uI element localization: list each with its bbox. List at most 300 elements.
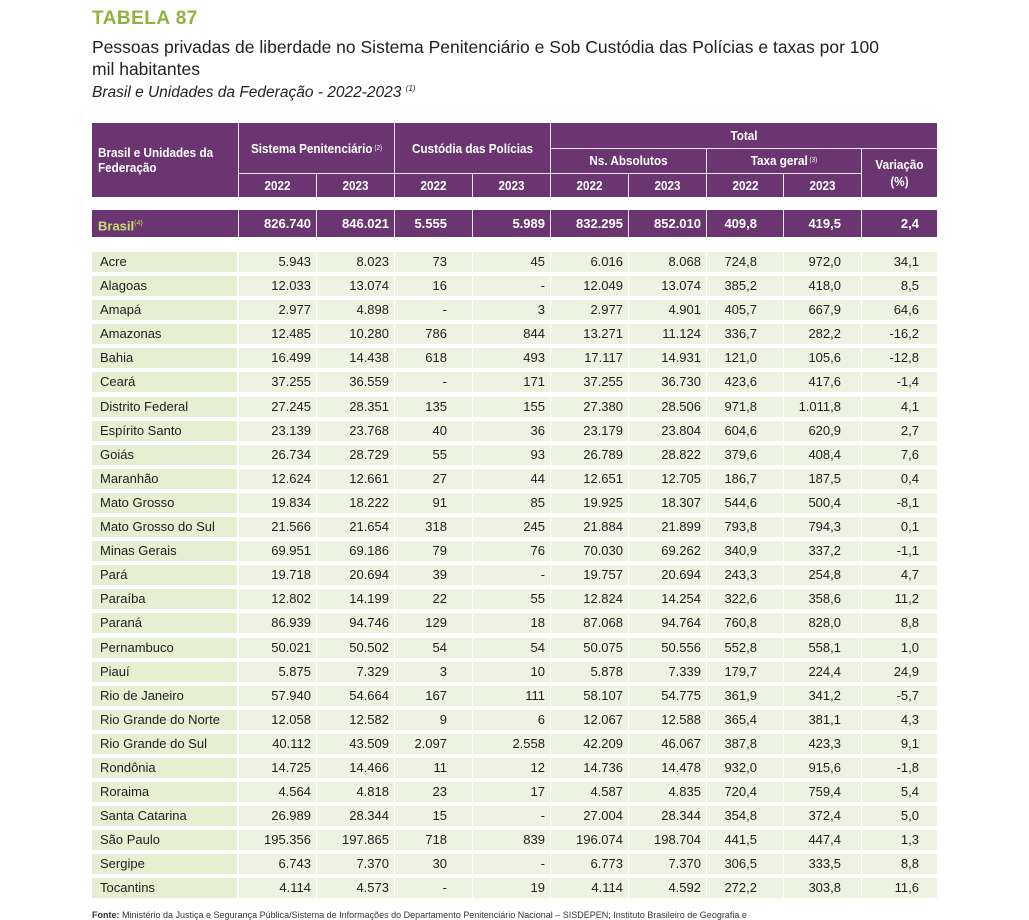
row-divider bbox=[706, 517, 707, 537]
table-cell: 40.112 bbox=[272, 735, 311, 751]
row-divider bbox=[861, 589, 862, 609]
row-region-name: Sergipe bbox=[100, 856, 145, 872]
row-divider bbox=[783, 348, 784, 368]
table-cell: 793,8 bbox=[724, 519, 757, 535]
table-cell: 40 bbox=[432, 422, 447, 438]
table-cell: 12.824 bbox=[583, 591, 623, 607]
table-cell: -16,2 bbox=[889, 326, 919, 342]
header-divider bbox=[783, 173, 784, 197]
table-cell: 121,0 bbox=[724, 350, 757, 366]
row-divider bbox=[394, 541, 395, 561]
brasil-divider bbox=[238, 210, 239, 237]
table-cell: 19.925 bbox=[583, 494, 623, 510]
subtitle-footnote-marker: (1) bbox=[405, 84, 416, 93]
table-cell: 23 bbox=[432, 784, 447, 800]
table-cell: 759,4 bbox=[808, 784, 841, 800]
row-divider bbox=[316, 397, 317, 417]
row-divider bbox=[394, 517, 395, 537]
row-divider bbox=[550, 445, 551, 465]
table-cell: 7.329 bbox=[356, 663, 389, 679]
table-cell: 85 bbox=[530, 494, 545, 510]
row-divider bbox=[316, 348, 317, 368]
table-cell: 37.255 bbox=[271, 374, 311, 390]
row-divider bbox=[706, 758, 707, 778]
table-cell: 28.351 bbox=[349, 398, 389, 414]
row-divider bbox=[316, 613, 317, 633]
table-cell: 17 bbox=[530, 784, 545, 800]
table-cell: 604,6 bbox=[724, 422, 757, 438]
table-row bbox=[92, 563, 937, 587]
row-divider bbox=[861, 806, 862, 826]
table-cell: 36.559 bbox=[349, 374, 389, 390]
table-cell: 17.117 bbox=[584, 350, 623, 366]
row-divider bbox=[861, 734, 862, 754]
table-row bbox=[92, 467, 937, 491]
table-cell: 26.789 bbox=[583, 446, 623, 462]
table-cell: - bbox=[442, 880, 447, 896]
table-cell: 11,6 bbox=[894, 880, 919, 896]
row-divider bbox=[628, 372, 629, 392]
row-divider bbox=[706, 589, 707, 609]
table-cell: 4.898 bbox=[356, 302, 389, 318]
row-divider bbox=[394, 493, 395, 513]
header-variacao-label: Variação bbox=[875, 156, 924, 172]
row-divider bbox=[316, 541, 317, 561]
table-cell: 10.280 bbox=[349, 326, 389, 342]
table-row bbox=[92, 708, 937, 732]
table-cell: 179,7 bbox=[724, 663, 757, 679]
row-divider bbox=[394, 565, 395, 585]
table-cell: 12.661 bbox=[349, 470, 389, 486]
row-divider bbox=[861, 397, 862, 417]
row-divider bbox=[394, 806, 395, 826]
table-cell: 418,0 bbox=[808, 278, 841, 294]
brasil-divider bbox=[628, 210, 629, 237]
row-region-name: Roraima bbox=[100, 784, 150, 800]
header-divider bbox=[550, 123, 551, 197]
brasil-cell: 852.010 bbox=[654, 216, 701, 231]
table-cell: 12.802 bbox=[271, 591, 311, 607]
table-cell: 306,5 bbox=[724, 856, 757, 872]
table-row bbox=[92, 370, 937, 394]
state-rows bbox=[92, 250, 937, 901]
table-cell: 69.262 bbox=[661, 543, 701, 559]
table-cell: 21.899 bbox=[661, 519, 701, 535]
table-cell: 171 bbox=[523, 374, 545, 390]
table-cell: 3 bbox=[537, 302, 545, 318]
header-variacao bbox=[866, 148, 934, 197]
table-row bbox=[92, 828, 937, 852]
row-divider bbox=[550, 541, 551, 561]
row-divider bbox=[394, 300, 395, 320]
brasil-cell: 5.989 bbox=[512, 216, 545, 231]
table-cell: 28.344 bbox=[349, 808, 389, 824]
header-absolutos bbox=[559, 148, 699, 173]
table-cell: 6.743 bbox=[278, 856, 311, 872]
row-divider bbox=[628, 469, 629, 489]
row-divider bbox=[550, 493, 551, 513]
table-cell: 4.564 bbox=[278, 784, 311, 800]
table-cell: 441,5 bbox=[724, 832, 757, 848]
row-divider bbox=[706, 348, 707, 368]
table-cell: 4.114 bbox=[279, 880, 311, 896]
table-cell: 11 bbox=[433, 759, 447, 775]
table-cell: 19.757 bbox=[583, 567, 623, 583]
table-cell: 93 bbox=[530, 446, 545, 462]
table-cell: 724,8 bbox=[724, 254, 757, 269]
table-cell: 18.307 bbox=[661, 494, 701, 510]
table-cell: -1,4 bbox=[896, 374, 919, 390]
table-cell: 27.004 bbox=[583, 808, 623, 824]
row-divider bbox=[550, 734, 551, 754]
brasil-row-name bbox=[98, 210, 234, 237]
table-cell: 39 bbox=[432, 567, 447, 583]
table-cell: - bbox=[540, 856, 545, 872]
table-cell: 4.592 bbox=[668, 880, 701, 896]
row-divider bbox=[861, 854, 862, 874]
table-cell: 4.114 bbox=[591, 880, 623, 896]
table-cell: 19.718 bbox=[271, 567, 311, 583]
table-cell: 379,6 bbox=[724, 446, 757, 462]
row-divider bbox=[550, 589, 551, 609]
row-divider bbox=[706, 782, 707, 802]
row-divider bbox=[472, 372, 473, 392]
table-cell: 4.587 bbox=[590, 784, 623, 800]
header-year: 2023 bbox=[342, 177, 369, 193]
brasil-divider bbox=[394, 210, 395, 237]
row-divider bbox=[550, 878, 551, 898]
row-divider bbox=[783, 589, 784, 609]
row-divider bbox=[861, 517, 862, 537]
table-cell: 4,7 bbox=[900, 567, 919, 583]
table-cell: 12.067 bbox=[583, 711, 623, 727]
table-cell: 5,4 bbox=[900, 784, 919, 800]
row-divider bbox=[706, 469, 707, 489]
brasil-divider bbox=[783, 210, 784, 237]
table-cell: - bbox=[442, 302, 447, 318]
row-divider bbox=[472, 469, 473, 489]
table-cell: 105,6 bbox=[808, 350, 841, 366]
table-cell: 2.097 bbox=[414, 735, 447, 751]
header-divider bbox=[861, 148, 862, 197]
row-divider bbox=[783, 469, 784, 489]
table-row bbox=[92, 732, 937, 756]
table-header bbox=[92, 123, 937, 197]
row-region-name: Minas Gerais bbox=[100, 543, 177, 559]
table-row bbox=[92, 346, 937, 370]
row-divider bbox=[861, 493, 862, 513]
row-divider bbox=[316, 324, 317, 344]
row-region-name: Amazonas bbox=[100, 326, 162, 342]
row-divider bbox=[628, 854, 629, 874]
table-cell: 18 bbox=[530, 615, 545, 631]
row-region-name: Mato Grosso bbox=[100, 494, 175, 510]
table-cell: 358,6 bbox=[808, 591, 841, 607]
table-cell: 12.624 bbox=[271, 470, 311, 486]
row-divider bbox=[550, 686, 551, 706]
row-divider bbox=[706, 324, 707, 344]
table-cell: 2,7 bbox=[900, 422, 919, 438]
row-divider bbox=[861, 541, 862, 561]
row-divider bbox=[394, 686, 395, 706]
table-cell: 3 bbox=[439, 663, 447, 679]
table-cell: 7.370 bbox=[668, 856, 701, 872]
table-cell: 365,4 bbox=[724, 711, 757, 727]
table-cell: 50.075 bbox=[583, 639, 623, 655]
row-divider bbox=[861, 565, 862, 585]
table-cell: 135 bbox=[425, 398, 447, 414]
table-cell: 20.694 bbox=[349, 567, 389, 583]
header-sistema-label: Sistema Penitenciário bbox=[250, 140, 373, 156]
table-cell: 24,9 bbox=[893, 663, 919, 679]
row-divider bbox=[783, 662, 784, 682]
table-cell: 21.884 bbox=[583, 519, 623, 535]
header-taxa bbox=[715, 148, 854, 173]
table-title: Pessoas privadas de liberdade no Sistema Penitenciário e Sob Custódia das Polícias e taxas por 100 mil habitantes bbox=[92, 37, 879, 79]
row-divider bbox=[783, 324, 784, 344]
table-cell: 186,7 bbox=[724, 470, 757, 486]
row-region-name: Pernambuco bbox=[100, 639, 174, 655]
table-cell: 372,4 bbox=[808, 808, 841, 824]
row-divider bbox=[550, 421, 551, 441]
row-divider bbox=[550, 348, 551, 368]
table-cell: 423,6 bbox=[724, 374, 757, 390]
header-divider bbox=[551, 148, 937, 149]
table-cell: 11,2 bbox=[894, 591, 919, 607]
table-cell: 30 bbox=[432, 856, 447, 872]
table-cell: 28.822 bbox=[661, 446, 701, 462]
table-cell: 828,0 bbox=[808, 615, 841, 631]
table-cell: 129 bbox=[425, 615, 447, 631]
row-divider bbox=[628, 782, 629, 802]
table-cell: 14.725 bbox=[271, 759, 311, 775]
table-cell: 2.977 bbox=[278, 302, 311, 318]
row-divider bbox=[394, 662, 395, 682]
row-divider bbox=[861, 300, 862, 320]
row-divider bbox=[706, 397, 707, 417]
row-region-name: São Paulo bbox=[100, 832, 160, 848]
table-cell: 19 bbox=[530, 880, 545, 896]
header-total bbox=[570, 123, 917, 148]
table-cell: 27.380 bbox=[583, 398, 623, 414]
table-cell: 23.768 bbox=[349, 422, 389, 438]
row-region-name: Rondônia bbox=[100, 759, 156, 775]
brasil-cell: 832.295 bbox=[576, 216, 623, 231]
row-divider bbox=[472, 613, 473, 633]
brasil-divider bbox=[472, 210, 473, 237]
table-cell: 9 bbox=[439, 711, 447, 727]
footnote-label: Fonte: bbox=[92, 910, 120, 920]
header-taxa-label: Taxa geral bbox=[750, 153, 808, 168]
table-cell: 195.356 bbox=[264, 832, 311, 848]
table-cell: 18.222 bbox=[349, 494, 389, 510]
row-divider bbox=[316, 493, 317, 513]
brasil-divider bbox=[316, 210, 317, 237]
row-divider bbox=[316, 878, 317, 898]
table-cell: 272,2 bbox=[724, 880, 757, 896]
table-row bbox=[92, 539, 937, 563]
row-divider bbox=[472, 493, 473, 513]
row-region-name: Rio Grande do Norte bbox=[100, 711, 220, 727]
row-divider bbox=[394, 638, 395, 658]
row-divider bbox=[316, 830, 317, 850]
header-total-label: Total bbox=[730, 128, 758, 143]
table-cell: 13.074 bbox=[661, 278, 701, 294]
table-cell: 14.254 bbox=[661, 591, 701, 607]
row-divider bbox=[472, 854, 473, 874]
table-cell: 1,0 bbox=[900, 639, 919, 655]
row-divider bbox=[316, 758, 317, 778]
row-divider bbox=[316, 782, 317, 802]
table-cell: 282,2 bbox=[808, 326, 841, 342]
row-divider bbox=[550, 324, 551, 344]
row-divider bbox=[472, 517, 473, 537]
row-divider bbox=[783, 493, 784, 513]
table-cell: 972,0 bbox=[808, 254, 841, 269]
row-divider bbox=[550, 758, 551, 778]
row-divider bbox=[861, 662, 862, 682]
brasil-cell: 826.740 bbox=[264, 216, 311, 231]
row-divider bbox=[550, 517, 551, 537]
header-year: 2022 bbox=[576, 177, 603, 193]
table-cell: 7.339 bbox=[668, 663, 701, 679]
table-cell: 23.804 bbox=[661, 422, 701, 438]
table-cell: 23.139 bbox=[271, 422, 311, 438]
table-cell: 28.729 bbox=[349, 446, 389, 462]
table-cell: 354,8 bbox=[724, 808, 757, 824]
table-cell: 794,3 bbox=[808, 519, 841, 535]
row-divider bbox=[861, 710, 862, 730]
table-cell: 405,7 bbox=[724, 302, 757, 318]
table-cell: 385,2 bbox=[724, 278, 757, 294]
row-divider bbox=[472, 300, 473, 320]
table-cell: 34,1 bbox=[893, 254, 919, 269]
table-cell: 15 bbox=[432, 808, 447, 824]
row-divider bbox=[472, 541, 473, 561]
row-divider bbox=[394, 854, 395, 874]
row-divider bbox=[550, 782, 551, 802]
row-divider bbox=[316, 806, 317, 826]
row-divider bbox=[394, 469, 395, 489]
row-divider bbox=[472, 806, 473, 826]
table-cell: 16 bbox=[432, 278, 447, 294]
table-cell: 155 bbox=[523, 398, 545, 414]
row-divider bbox=[706, 878, 707, 898]
row-divider bbox=[706, 613, 707, 633]
row-divider bbox=[316, 854, 317, 874]
row-divider bbox=[706, 493, 707, 513]
row-divider bbox=[628, 252, 629, 272]
row-divider bbox=[550, 662, 551, 682]
table-row bbox=[92, 250, 937, 274]
table-cell: 8.023 bbox=[356, 254, 389, 269]
row-divider bbox=[550, 710, 551, 730]
row-divider bbox=[316, 372, 317, 392]
row-divider bbox=[550, 300, 551, 320]
table-cell: 667,9 bbox=[808, 302, 841, 318]
brasil-divider bbox=[861, 210, 862, 237]
row-divider bbox=[394, 348, 395, 368]
table-cell: 618 bbox=[425, 350, 447, 366]
row-divider bbox=[472, 252, 473, 272]
table-row bbox=[92, 756, 937, 780]
table-cell: 167 bbox=[425, 687, 447, 703]
row-divider bbox=[394, 734, 395, 754]
table-cell: 26.734 bbox=[271, 446, 311, 462]
table-cell: 417,6 bbox=[808, 374, 841, 390]
header-custodia bbox=[403, 123, 543, 173]
table-cell: 4,3 bbox=[900, 711, 919, 727]
table-cell: 50.502 bbox=[349, 639, 389, 655]
table-cell: 5,0 bbox=[900, 808, 919, 824]
row-divider bbox=[861, 372, 862, 392]
row-divider bbox=[628, 348, 629, 368]
row-region-name: Alagoas bbox=[100, 278, 147, 294]
table-cell: 760,8 bbox=[724, 615, 757, 631]
row-divider bbox=[706, 686, 707, 706]
table-cell: 839 bbox=[523, 832, 545, 848]
row-divider bbox=[783, 734, 784, 754]
row-divider bbox=[628, 710, 629, 730]
table-cell: 544,6 bbox=[724, 494, 757, 510]
row-divider bbox=[550, 276, 551, 296]
brasil-note: (4) bbox=[134, 220, 143, 227]
row-divider bbox=[316, 710, 317, 730]
table-cell: 94.764 bbox=[661, 615, 701, 631]
header-absolutos-label: Ns. Absolutos bbox=[589, 153, 668, 168]
table-cell: -5,7 bbox=[896, 687, 919, 703]
row-region-name: Pará bbox=[100, 567, 128, 583]
row-divider bbox=[628, 806, 629, 826]
row-divider bbox=[472, 686, 473, 706]
row-divider bbox=[783, 710, 784, 730]
row-divider bbox=[472, 830, 473, 850]
table-row bbox=[92, 660, 937, 684]
table-cell: 198.704 bbox=[654, 832, 701, 848]
row-divider bbox=[316, 734, 317, 754]
row-region-name: Distrito Federal bbox=[100, 398, 189, 414]
row-divider bbox=[861, 421, 862, 441]
table-cell: 4.573 bbox=[356, 880, 389, 896]
row-divider bbox=[861, 348, 862, 368]
row-divider bbox=[316, 469, 317, 489]
table-cell: - bbox=[540, 567, 545, 583]
table-cell: 5.878 bbox=[590, 663, 623, 679]
table-row bbox=[92, 491, 937, 515]
row-divider bbox=[550, 830, 551, 850]
row-divider bbox=[628, 421, 629, 441]
row-divider bbox=[628, 276, 629, 296]
table-cell: 37.255 bbox=[583, 374, 623, 390]
row-divider bbox=[783, 854, 784, 874]
table-row bbox=[92, 322, 937, 346]
table-cell: 36.730 bbox=[661, 374, 701, 390]
table-cell: 94.746 bbox=[349, 615, 389, 631]
row-divider bbox=[706, 662, 707, 682]
table-cell: 1,3 bbox=[900, 832, 919, 848]
header-divider bbox=[239, 173, 861, 174]
row-divider bbox=[783, 517, 784, 537]
table-cell: 552,8 bbox=[724, 639, 757, 655]
header-divider bbox=[238, 123, 239, 197]
table-cell: 21.566 bbox=[271, 519, 311, 535]
row-divider bbox=[316, 565, 317, 585]
table-cell: 224,4 bbox=[808, 663, 841, 679]
table-cell: -1,8 bbox=[896, 759, 919, 775]
table-cell: 54 bbox=[432, 639, 447, 655]
row-divider bbox=[706, 421, 707, 441]
row-divider bbox=[394, 324, 395, 344]
